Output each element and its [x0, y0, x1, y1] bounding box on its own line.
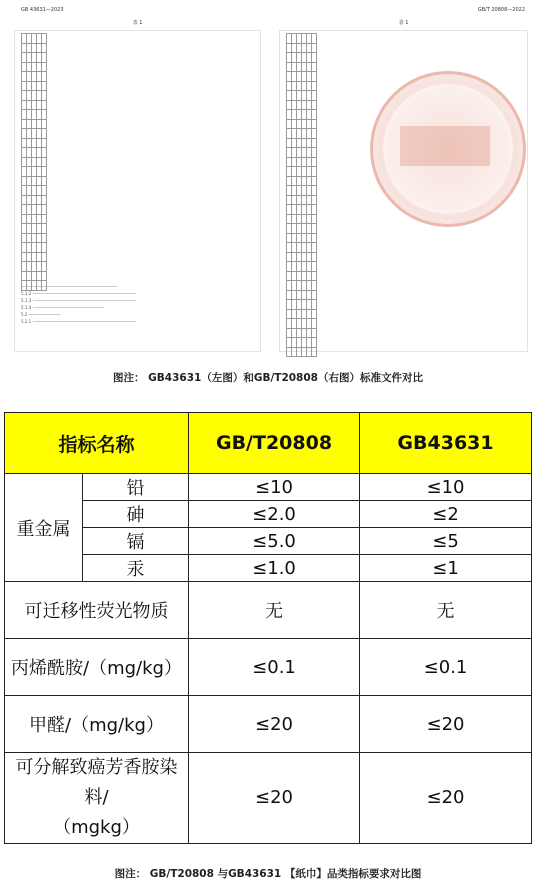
- gb-value: ≤2: [360, 501, 532, 528]
- indicator-name: 可迁移性荧光物质: [5, 582, 189, 639]
- document-table-cell: [42, 205, 47, 215]
- gbt-value: ≤20: [189, 696, 360, 753]
- document-table-row: [287, 53, 317, 63]
- document-table-cell: [312, 328, 317, 338]
- document-table-row: [287, 328, 317, 338]
- right-page-header: GB/T 20808—2022: [477, 7, 525, 13]
- gbt-value: ≤1.0: [189, 555, 360, 582]
- indicator-name: 丙烯酰胺/（mg/kg）: [5, 639, 189, 696]
- document-table-cell: [312, 176, 317, 186]
- document-table-cell: [42, 167, 47, 177]
- document-table-cell: [312, 224, 317, 234]
- document-table-cell: [42, 176, 47, 186]
- document-table-cell: [42, 119, 47, 129]
- document-table-row: [287, 205, 317, 215]
- document-table-row: [22, 176, 47, 186]
- gb-value: ≤5: [360, 528, 532, 555]
- document-table-cell: [312, 167, 317, 177]
- document-table-row: [22, 91, 47, 101]
- right-table-caption: 表 1: [398, 20, 409, 26]
- document-table-cell: [42, 62, 47, 72]
- document-table-row: [22, 195, 47, 205]
- document-table-row: [287, 224, 317, 234]
- metal-name: 汞: [83, 555, 189, 582]
- document-table-cell: [42, 100, 47, 110]
- document-table-row: [287, 72, 317, 82]
- document-table-row: [22, 271, 47, 281]
- document-table-cell: [312, 34, 317, 44]
- gb-value: ≤1: [360, 555, 532, 582]
- document-table-row: [22, 243, 47, 253]
- document-table-cell: [312, 53, 317, 63]
- left-table-caption: 表 1: [132, 20, 143, 26]
- document-table-cell: [42, 262, 47, 272]
- document-table-cell: [312, 252, 317, 262]
- document-table-cell: [312, 205, 317, 215]
- document-table-row: [22, 205, 47, 215]
- document-table-cell: [312, 148, 317, 158]
- document-table-row: [22, 224, 47, 234]
- header-row: [5, 413, 532, 474]
- gbt-value: ≤0.1: [189, 639, 360, 696]
- document-table-row: [22, 53, 47, 63]
- document-table-row: [287, 281, 317, 291]
- document-table-cell: [312, 195, 317, 205]
- document-table-cell: [312, 290, 317, 300]
- header-gb43631: GB43631: [360, 413, 532, 474]
- document-table-row: [287, 110, 317, 120]
- document-table-row: [287, 81, 317, 91]
- document-table-cell: [312, 100, 317, 110]
- document-table-row: [287, 309, 317, 319]
- document-table-cell: [42, 81, 47, 91]
- document-table-row: [287, 100, 317, 110]
- document-table-cell: [312, 319, 317, 329]
- gbt-value: ≤10: [189, 474, 360, 501]
- document-table-cell: [312, 110, 317, 120]
- document-table-cell: [312, 157, 317, 167]
- document-table-row: [287, 148, 317, 158]
- document-table-cell: [312, 214, 317, 224]
- left-document-table: [21, 33, 47, 291]
- metal-name: 砷: [83, 501, 189, 528]
- left-page-header: GB 43631—2023: [21, 7, 64, 13]
- document-table-row: [287, 129, 317, 139]
- document-table-cell: [312, 309, 317, 319]
- document-table-cell: [42, 233, 47, 243]
- document-table-row: [22, 138, 47, 148]
- gbt-value: ≤5.0: [189, 528, 360, 555]
- document-table-row: [287, 262, 317, 272]
- document-table-row: [287, 157, 317, 167]
- document-table-row: [22, 214, 47, 224]
- left-document-notes: ———————————————————————— 5.1.2 —————————————————————————— 5.1.3 —————————————————————————— 5.1.4 —————————————————— 5.2 ———————— 5.2.1 ——————————————————————————: [21, 284, 137, 324]
- document-table-row: [22, 262, 47, 272]
- document-table-cell: [312, 347, 317, 357]
- metal-name: 镉: [83, 528, 189, 555]
- document-table-cell: [42, 91, 47, 101]
- gbt-value: ≤20: [189, 753, 360, 844]
- document-table-row: [287, 138, 317, 148]
- document-table-row: [22, 110, 47, 120]
- document-table-cell: [42, 271, 47, 281]
- document-table-row: [287, 62, 317, 72]
- document-table-cell: [42, 53, 47, 63]
- seal-emblem-watermark: [400, 126, 490, 166]
- document-table-row: [287, 195, 317, 205]
- document-table-cell: [312, 138, 317, 148]
- document-table-cell: [312, 243, 317, 253]
- document-table-cell: [42, 34, 47, 44]
- documents-caption: 图注： GB43631（左图）和GB/T20808（右图）标准文件对比: [113, 372, 423, 384]
- document-table-cell: [312, 129, 317, 139]
- document-table-cell: [312, 119, 317, 129]
- gb-value: ≤20: [360, 696, 532, 753]
- document-table-row: [287, 167, 317, 177]
- gbt20808-document-page: [279, 7, 528, 352]
- document-table-cell: [42, 148, 47, 158]
- indicator-name: 甲醛/（mg/kg）: [5, 696, 189, 753]
- gb-value: ≤20: [360, 753, 532, 844]
- right-document-table: [286, 33, 317, 357]
- gbt-value: 无: [189, 582, 360, 639]
- table-row: [5, 528, 532, 555]
- document-table-row: [22, 72, 47, 82]
- document-table-row: [22, 129, 47, 139]
- document-table-cell: [312, 72, 317, 82]
- document-table-cell: [42, 224, 47, 234]
- document-table-cell: [42, 129, 47, 139]
- document-table-row: [22, 34, 47, 44]
- document-table-cell: [312, 281, 317, 291]
- document-table-cell: [312, 233, 317, 243]
- document-table-cell: [42, 72, 47, 82]
- document-table-row: [22, 148, 47, 158]
- comparison-caption: 图注： GB/T20808 与GB43631 【纸巾】品类指标要求对比图: [114, 868, 422, 880]
- document-table-cell: [42, 214, 47, 224]
- document-table-cell: [42, 157, 47, 167]
- document-table-row: [287, 338, 317, 348]
- document-table-cell: [42, 186, 47, 196]
- document-table-row: [287, 300, 317, 310]
- document-table-row: [287, 34, 317, 44]
- table-row: [5, 582, 532, 639]
- document-table-row: [287, 186, 317, 196]
- table-row: [5, 753, 532, 844]
- document-table-row: [22, 186, 47, 196]
- table-row: [5, 555, 532, 582]
- metal-name: 铅: [83, 474, 189, 501]
- comparison-table: [4, 412, 532, 844]
- document-table-cell: [312, 43, 317, 53]
- document-table-row: [22, 233, 47, 243]
- document-table-row: [22, 252, 47, 262]
- document-table-cell: [312, 300, 317, 310]
- table-row: [5, 474, 532, 501]
- header-gbt20808: GB/T20808: [189, 413, 360, 474]
- document-table-cell: [42, 195, 47, 205]
- gb-value: ≤0.1: [360, 639, 532, 696]
- document-table-cell: [312, 186, 317, 196]
- document-table-cell: [42, 243, 47, 253]
- document-table-row: [22, 100, 47, 110]
- document-table-row: [287, 290, 317, 300]
- document-table-cell: [312, 271, 317, 281]
- heavy-metal-label: 重金属: [5, 474, 83, 582]
- header-indicator-name: 指标名称: [5, 413, 189, 474]
- table-row: [5, 501, 532, 528]
- indicator-name-line1: 可分解致癌芳香胺染料/: [15, 757, 178, 808]
- document-table-row: [287, 176, 317, 186]
- document-table-cell: [312, 91, 317, 101]
- document-table-row: [22, 119, 47, 129]
- table-row: [5, 696, 532, 753]
- document-table-row: [287, 233, 317, 243]
- table-row: [5, 639, 532, 696]
- document-table-cell: [312, 338, 317, 348]
- document-table-row: [287, 119, 317, 129]
- document-table-cell: [312, 62, 317, 72]
- document-table-row: [287, 271, 317, 281]
- document-table-row: [287, 214, 317, 224]
- document-table-row: [287, 347, 317, 357]
- document-table-row: [22, 167, 47, 177]
- indicator-name-line2: （mgkg）: [53, 817, 140, 838]
- document-table-row: [22, 157, 47, 167]
- document-table-row: [287, 91, 317, 101]
- indicator-name: [5, 753, 189, 844]
- gb-value: 无: [360, 582, 532, 639]
- document-table-cell: [42, 110, 47, 120]
- document-table-cell: [312, 262, 317, 272]
- document-table-row: [287, 243, 317, 253]
- document-table-row: [22, 81, 47, 91]
- document-table-row: [287, 319, 317, 329]
- document-table-row: [287, 252, 317, 262]
- standard-documents-figure: [0, 0, 536, 360]
- document-table-cell: [42, 138, 47, 148]
- document-table-cell: [42, 43, 47, 53]
- document-table-cell: [42, 252, 47, 262]
- gbt-value: ≤2.0: [189, 501, 360, 528]
- gb43631-document-page: [14, 7, 261, 352]
- gb-value: ≤10: [360, 474, 532, 501]
- document-table-row: [22, 62, 47, 72]
- document-table-row: [287, 43, 317, 53]
- document-table-cell: [312, 81, 317, 91]
- document-table-row: [22, 43, 47, 53]
